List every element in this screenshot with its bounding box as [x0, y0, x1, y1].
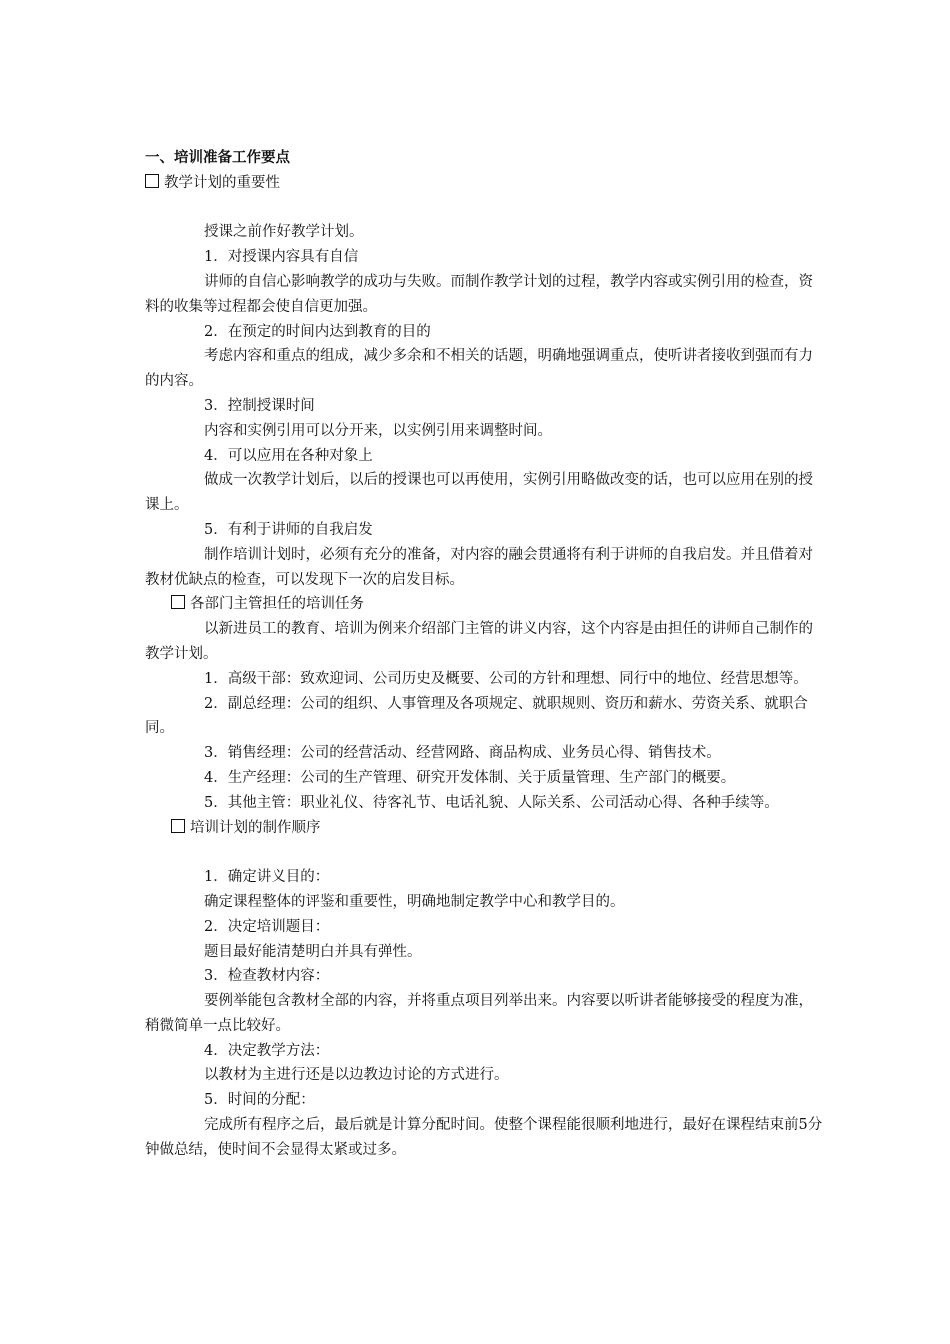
item-body: 讲师的自信心影响教学的成功与失败。而制作教学计划的过程，教学内容或实例引用的检查，资料的收集等过程都会使自信更加强。 — [145, 273, 813, 315]
paragraph: 授课之前作好教学计划。 — [204, 224, 364, 241]
item-body: 以教材为主进行还是以边教边讨论的方式进行。 — [204, 1067, 509, 1084]
item-title: 2．决定培训题目： — [204, 918, 330, 935]
checkbox-icon — [171, 819, 185, 833]
item-title: 3．检查教材内容： — [204, 968, 330, 985]
list-item: 1．高级干部：致欢迎词、公司历史及概要、公司的方针和理想、同行中的地位、经营思想等。 — [204, 670, 808, 687]
item-body: 考虑内容和重点的组成，减少多余和不相关的话题，明确地强调重点，使听讲者接收到强而有力的内容。 — [145, 348, 813, 390]
list-item: 5．其他主管：职业礼仪、待客礼节、电话礼貌、人际关系、公司活动心得、各种手续等。 — [204, 794, 779, 811]
item-body: 内容和实例引用可以分开来，以实例引用来调整时间。 — [204, 422, 552, 439]
item-title: 5．有利于讲师的自我启发 — [204, 521, 373, 538]
item-title: 1．确定讲义目的： — [204, 869, 330, 886]
item-body: 要例举能包含教材全部的内容，并将重点项目列举出来。内容要以听讲者能够接受的程度为准，稍微简单一点比较好。 — [145, 993, 813, 1034]
document-page — [145, 146, 825, 1163]
item-body: 制作培训计划时，必须有充分的准备，对内容的融会贯通将有利于讲师的自我启发。并且借着对教材优缺点的检查，可以发现下一次的启发目标。 — [145, 546, 813, 588]
subsection-title: 培训计划的制作顺序 — [145, 816, 825, 841]
spacer — [145, 840, 825, 865]
item-body: 做成一次教学计划后，以后的授课也可以再使用，实例引用略做改变的话，也可以应用在别的授课上。 — [145, 472, 813, 514]
section-heading: 一、培训准备工作要点 — [145, 149, 290, 166]
spacer — [145, 196, 825, 221]
item-title: 4．决定教学方法： — [204, 1042, 330, 1059]
item-body: 完成所有程序之后，最后就是计算分配时间。使整个课程能很顺利地进行，最好在课程结束前5分钟做总结，使时间不会显得太紧或过多。 — [145, 1117, 823, 1158]
subsection-title: 各部门主管担任的培训任务 — [145, 592, 825, 617]
item-body: 确定课程整体的评鉴和重要性，明确地制定教学中心和教学目的。 — [204, 893, 625, 910]
item-title: 2．在预定的时间内达到教育的目的 — [204, 323, 431, 340]
list-item: 4．生产经理：公司的生产管理、研究开发体制、关于质量管理、生产部门的概要。 — [204, 769, 736, 786]
list-item: 3．销售经理：公司的经营活动、经营网路、商品构成、业务员心得、销售技术。 — [204, 745, 721, 762]
item-title: 5．时间的分配： — [204, 1092, 315, 1109]
item-body: 题目最好能清楚明白并具有弹性。 — [204, 943, 422, 960]
checkbox-icon — [171, 595, 185, 609]
checkbox-icon — [145, 174, 159, 188]
item-title: 1．对授课内容具有自信 — [204, 249, 359, 266]
subsection-title: 教学计划的重要性 — [145, 171, 825, 196]
item-title: 3．控制授课时间 — [204, 397, 315, 414]
item-title: 4．可以应用在各种对象上 — [204, 447, 373, 464]
list-item: 2．副总经理：公司的组织、人事管理及各项规定、就职规则、资历和薪水、劳资关系、就职合同。 — [145, 695, 808, 737]
paragraph: 以新进员工的教育、培训为例来介绍部门主管的讲义内容，这个内容是由担任的讲师自己制作的教学计划。 — [145, 621, 813, 662]
